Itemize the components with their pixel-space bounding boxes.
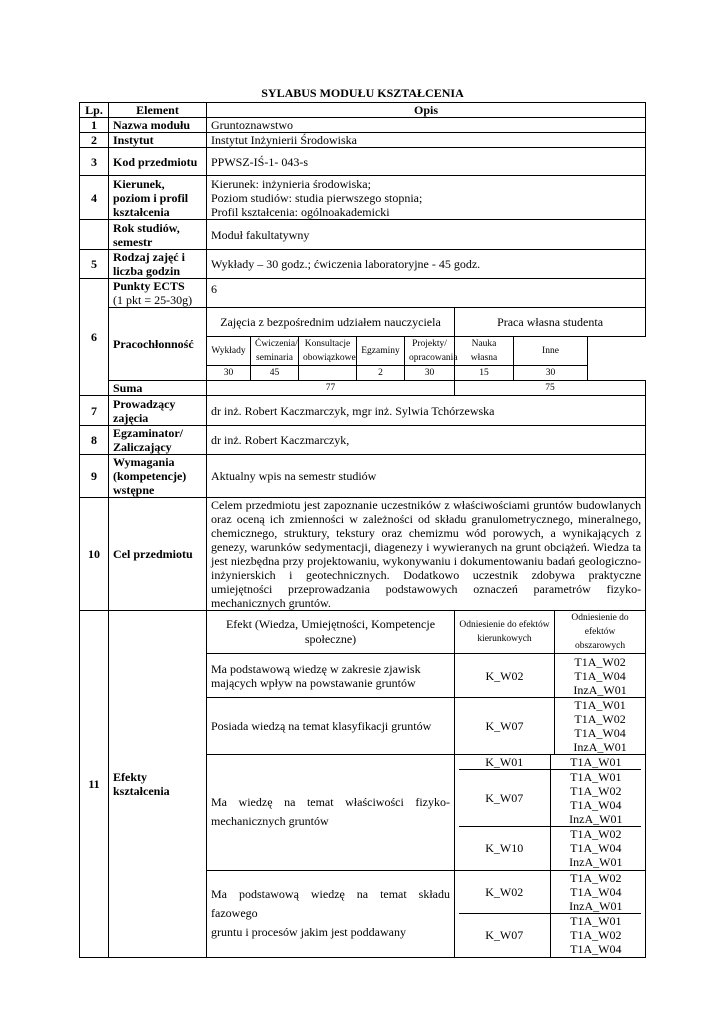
row-number: 5 xyxy=(80,250,109,279)
element-label: Cel przedmiotu xyxy=(109,498,207,611)
sum-self: 75 xyxy=(455,381,646,396)
row-number: 4 xyxy=(80,176,109,220)
study-year: Moduł fakultatywny xyxy=(207,220,646,250)
element-label: Rodzaj zajęć i liczba godzin xyxy=(109,250,207,279)
area-ref: T1A_W02 T1A_W04 InzA_W01 xyxy=(555,654,646,698)
header-lp: Lp. xyxy=(80,103,109,118)
document-title: SYLABUS MODUŁU KSZTAŁCENIA xyxy=(261,86,464,100)
module-name: Gruntoznawstwo xyxy=(207,118,646,133)
element-label: Wymagania (kompetencje) wstępne xyxy=(109,455,207,498)
row-number: 1 xyxy=(80,118,109,133)
contact-hours-header: Zajęcia z bezpośrednim udziałem nauczyciela xyxy=(207,308,455,337)
direction-ref-header: Odniesienie do efektów kierunkowych xyxy=(455,611,555,654)
area-ref-header: Odniesienie do efektów obszarowych xyxy=(555,611,646,654)
direction-ref: K_W01 xyxy=(459,755,550,770)
course-code: PPWSZ-IŚ-1- 043-s xyxy=(207,148,646,176)
row-11-header xyxy=(80,611,646,654)
row-number: 8 xyxy=(80,426,109,455)
element-label: Instytut xyxy=(109,133,207,148)
row-number: 9 xyxy=(80,455,109,498)
element-label: Nazwa modułu xyxy=(109,118,207,133)
val-lectures: 30 xyxy=(207,366,251,381)
col-exams: Egzaminy xyxy=(357,337,405,366)
effect-header: Efekt (Wiedza, Umiejętności, Kompetencje społeczne) xyxy=(207,611,455,654)
row-number: 7 xyxy=(80,396,109,426)
row-3 xyxy=(80,148,646,176)
header-opis: Opis xyxy=(207,103,646,118)
row-1 xyxy=(80,118,646,133)
study-profile: Profil kształcenia: ogólnoakademicki xyxy=(211,204,390,219)
direction-ref: K_W07 xyxy=(459,914,550,957)
row-8 xyxy=(80,426,646,455)
prerequisites: Aktualny wpis na semestr studiów xyxy=(207,455,646,498)
class-hours: Wykłady – 30 godz.; ćwiczenia laboratoryjne - 45 godz. xyxy=(207,250,646,279)
row-number: 10 xyxy=(80,498,109,611)
area-ref: T1A_W01 xyxy=(550,755,641,770)
val-projects: 30 xyxy=(405,366,455,381)
effect-text: Ma podstawową wiedzę w zakresie zjawisk mających wpływ na powstawanie gruntów xyxy=(207,654,455,698)
row-7 xyxy=(80,396,646,426)
row-10 xyxy=(80,498,646,611)
row-6-ects xyxy=(80,279,646,308)
row-9 xyxy=(80,455,646,498)
val-exercises: 45 xyxy=(251,366,299,381)
ects-note: (1 pkt = 25-30g) xyxy=(113,293,193,307)
examiner: dr inż. Robert Kaczmarczyk, xyxy=(207,426,646,455)
row-4b xyxy=(80,220,646,250)
col-projects: Projekty/ opracowania xyxy=(405,337,455,366)
direction-ref: K_W02 xyxy=(459,871,550,914)
direction-ref: K_W10 xyxy=(459,827,550,870)
element-label: Rok studiów, semestr xyxy=(109,220,207,250)
row-number: 11 xyxy=(80,611,109,958)
col-exercises: Ćwiczenia/ seminaria xyxy=(251,337,299,366)
direction-ref: K_W07 xyxy=(459,770,550,827)
effect-text: Ma podstawową wiedzę na temat składu fazowego gruntu i procesów jakim jest poddawany xyxy=(207,870,455,957)
header-element: Element xyxy=(109,103,207,118)
ects-label: Punkty ECTS (1 pkt = 25-30g) xyxy=(109,279,207,308)
val-exams: 2 xyxy=(357,366,405,381)
area-ref: T1A_W02 T1A_W04 InzA_W01 xyxy=(550,827,641,870)
element-label: Kierunek, poziom i profil kształcenia xyxy=(109,176,207,220)
syllabus-table xyxy=(79,102,646,958)
val-consultations xyxy=(299,366,357,381)
direction-ref: K_W07 xyxy=(455,698,555,755)
col-lectures: Wykłady xyxy=(207,337,251,366)
col-other: Inne xyxy=(514,337,588,366)
row-6-groups xyxy=(80,308,646,337)
row-4 xyxy=(80,176,646,220)
row-5 xyxy=(80,250,646,279)
effect-text: Posiada wiedzą na temat klasyfikacji gruntów xyxy=(207,698,455,755)
val-self-study: 15 xyxy=(455,366,514,381)
row-number: 3 xyxy=(80,148,109,176)
program-field: Kierunek: inżynieria środowiska; xyxy=(211,176,371,191)
effect-text: Ma wiedzę na temat właściwości fizyko- mechanicznych gruntów xyxy=(207,755,455,871)
row-6-sum xyxy=(80,381,646,396)
ects-value: 6 xyxy=(207,279,646,308)
direction-ref: K_W02 xyxy=(455,654,555,698)
element-label: Prowadzący zajęcia xyxy=(109,396,207,426)
header-row xyxy=(80,103,646,118)
col-consultations: Konsultacje obowiązkowe xyxy=(299,337,357,366)
sum-label: Suma xyxy=(109,381,207,396)
sum-contact: 77 xyxy=(207,381,455,396)
element-label: Efekty kształcenia xyxy=(109,611,207,958)
workload-label: Pracochłonność xyxy=(109,308,207,381)
instructors: dr inż. Robert Kaczmarczyk, mgr inż. Sylwia Tchórzewska xyxy=(207,396,646,426)
val-other: 30 xyxy=(514,366,588,381)
institute-name: Instytut Inżynierii Środowiska xyxy=(207,133,646,148)
effect-refs xyxy=(455,870,646,957)
area-ref: T1A_W01 T1A_W02 T1A_W04 InzA_W01 xyxy=(550,770,641,827)
area-ref: T1A_W01 T1A_W02 T1A_W04 xyxy=(550,914,641,957)
row-number: 2 xyxy=(80,133,109,148)
row-2 xyxy=(80,133,646,148)
area-ref: T1A_W01 T1A_W02 T1A_W04 InzA_W01 xyxy=(555,698,646,755)
program-info xyxy=(207,176,646,220)
self-study-header: Praca własna studenta xyxy=(455,308,646,337)
area-ref: T1A_W02 T1A_W04 InzA_W01 xyxy=(550,871,641,914)
study-level: Poziom studiów: studia pierwszego stopnia; xyxy=(211,190,423,205)
element-label: Kod przedmiotu xyxy=(109,148,207,176)
effect-refs xyxy=(455,755,646,871)
col-self-study: Nauka własna xyxy=(455,337,514,366)
row-number: 6 xyxy=(80,279,109,396)
course-objective: Celem przedmiotu jest zapoznanie uczestników z właściwościami gruntów budowlanych oraz oceną ich zmienności w zależności od składu granulometrycznego, mineralnego, chemicznego, struktury, tekstury oraz chemizmu wód porowych, a wynikających z genezy, warunków sedymentacji, diagenezy i wywieranych na grunt obciążeń. Wiedza ta jest niezbędna przy projektowaniu, wykonywaniu i dokumentowaniu badań geologiczno-inżynierskich i geotechnicznych. Dodatkowo uczestnik zdobywa praktyczne umiejętności przeprowadzania podstawowych oznaczeń parametrów fizyko-mechanicznych gruntów. xyxy=(207,498,646,611)
element-label: Egzaminator/ Zaliczający xyxy=(109,426,207,455)
